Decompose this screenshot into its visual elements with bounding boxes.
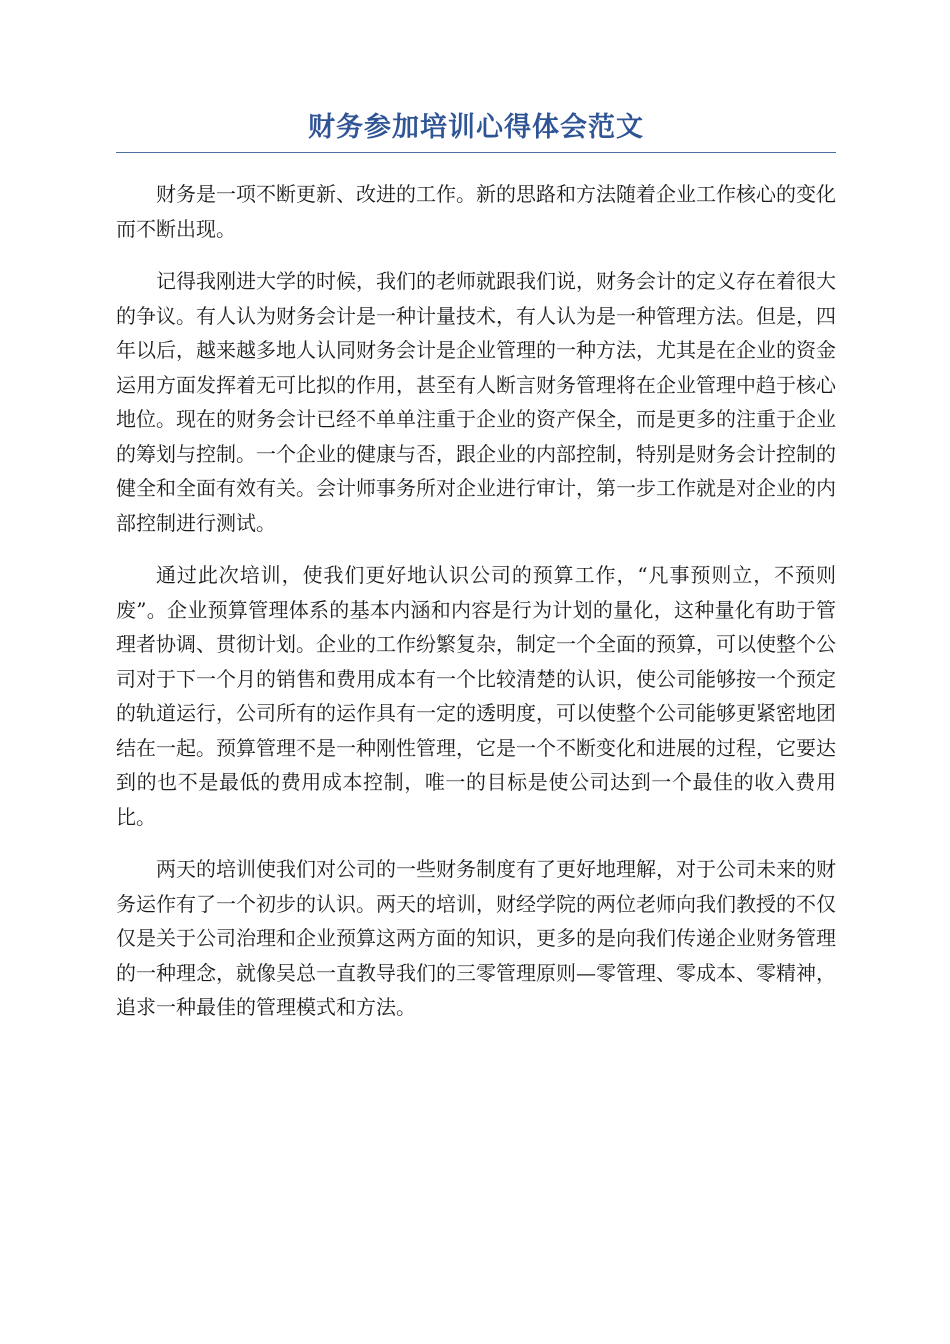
paragraph-1: 财务是一项不断更新、改进的工作。新的思路和方法随着企业工作核心的变化而不断出现。 — [116, 182, 836, 241]
paragraph-4: 两天的培训使我们对公司的一些财务制度有了更好地理解，对于公司未来的财务运作有了一个初步的认识。两天的培训，财经学院的两位老师向我们教授的不仅仅是关于公司治理和企业预算这两方面的知识，更多的是向我们传递企业财务管理的一种理念，就像吴总一直教导我们的三零管理原则—零管理、零成本、零精神，追求一种最佳的管理模式和方法。 — [116, 857, 836, 1019]
document-title: 财务参加培训心得体会范文 — [308, 112, 644, 143]
title-underline — [116, 152, 836, 153]
document-page — [116, 108, 836, 1043]
paragraph-2: 记得我刚进大学的时候，我们的老师就跟我们说，财务会计的定义存在着很大的争议。有人认为财务会计是一种计量技术，有人认为是一种管理方法。但是，四年以后，越来越多地人认同财务会计是企业管理的一种方法，尤其是在企业的资金运用方面发挥着无可比拟的作用，甚至有人断言财务管理将在企业管理中趋于核心地位。现在的财务会计已经不单单注重于企业的资产保全，而是更多的注重于企业的筹划与控制。一个企业的健康与否，跟企业的内部控制，特别是财务会计控制的健全和全面有效有关。会计师事务所对企业进行审计，第一步工作就是对企业的内部控制进行测试。 — [116, 269, 836, 535]
paragraph-3: 通过此次培训，使我们更好地认识公司的预算工作，“凡事预则立，不预则废”。企业预算管理体系的基本内涵和内容是行为计划的量化，这种量化有助于管理者协调、贯彻计划。企业的工作纷繁复杂，制定一个全面的预算，可以使整个公司对于下一个月的销售和费用成本有一个比较清楚的认识，使公司能够按一个预定的轨道运行，公司所有的运作具有一定的透明度，可以使整个公司能够更紧密地团结在一起。预算管理不是一种刚性管理，它是一个不断变化和进展的过程，它要达到的也不是最低的费用成本控制，唯一的目标是使公司达到一个最佳的收入费用比。 — [116, 563, 836, 829]
